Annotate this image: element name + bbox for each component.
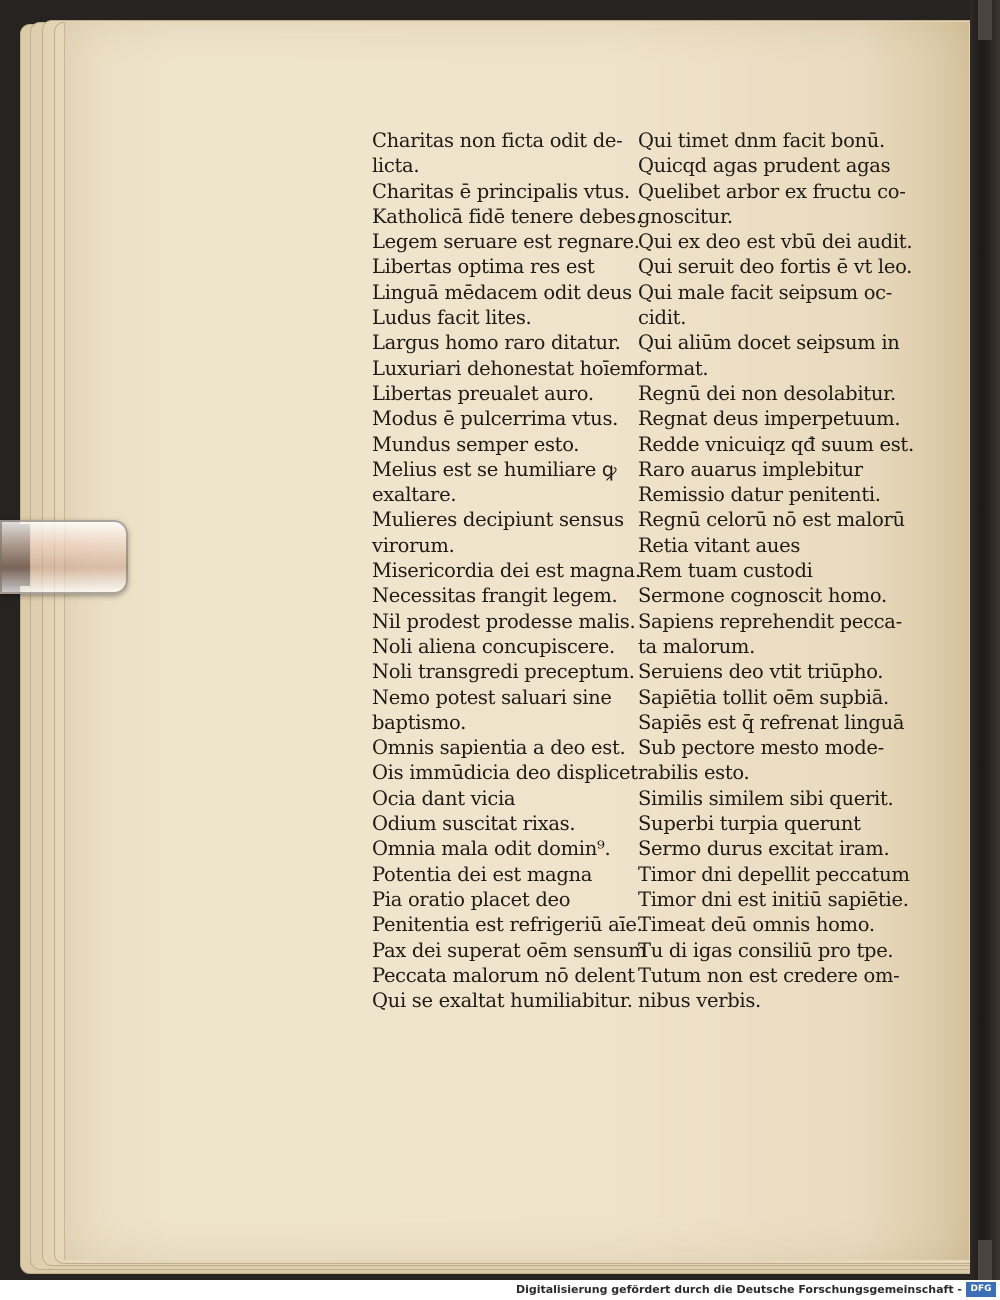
text-line: Potentia dei est magna bbox=[372, 862, 593, 886]
text-line: Odium suscitat rixas. bbox=[372, 812, 576, 836]
text-line: Raro auarus implebitur bbox=[638, 457, 863, 481]
text-line: Katholicā fidē tenere debes. bbox=[372, 204, 642, 228]
text-line: Pax dei superat oēm sensum bbox=[372, 938, 647, 962]
text-line: Qui seruit deo fortis ē vt leo. bbox=[638, 255, 913, 279]
text-line: Legem seruare est regnare. bbox=[372, 230, 640, 254]
dfg-logo-icon: DFG bbox=[966, 1282, 996, 1297]
text-line: licta. bbox=[372, 154, 420, 178]
text-line: Sapiētia tollit oēm supbiā. bbox=[638, 685, 889, 709]
text-line: Libertas preualet auro. bbox=[372, 381, 594, 405]
text-line: Mundus semper esto. bbox=[372, 432, 580, 456]
text-line: Seruiens deo vtit triūpho. bbox=[638, 660, 884, 684]
text-line: baptismo. bbox=[372, 710, 467, 734]
text-line: Charitas non ficta odit de- bbox=[372, 129, 623, 152]
text-line: Ludus facit lites. bbox=[372, 306, 532, 330]
text-line: Peccata malorum nō delent bbox=[372, 963, 635, 987]
text-line: Qui se exaltat humiliabitur. bbox=[372, 989, 633, 1013]
spine-band bbox=[978, 0, 992, 40]
text-line: Timor dni depellit peccatum bbox=[638, 862, 910, 886]
text-line: Regnū celorū nō est malorū bbox=[638, 508, 905, 532]
text-line: Timeat deū omnis homo. bbox=[638, 913, 875, 937]
text-line: Sermone cognoscit homo. bbox=[638, 584, 887, 608]
text-line: Qui ex deo est vbū dei audit. bbox=[638, 230, 913, 254]
text-line: Nemo potest saluari sine bbox=[372, 685, 612, 709]
text-line: Mulieres decipiunt sensus bbox=[372, 508, 624, 532]
text-line: ta malorum. bbox=[638, 634, 756, 658]
text-line: Sub pectore mesto mode- bbox=[638, 736, 884, 760]
text-line: cidit. bbox=[638, 306, 687, 330]
text-line: Regnat deus imperpetuum. bbox=[638, 407, 901, 431]
text-line: Timor dni est initiū sapiētie. bbox=[638, 887, 909, 911]
text-line: Quelibet arbor ex fructu co- bbox=[638, 179, 906, 203]
text-line: Pia oratio placet deo bbox=[372, 887, 571, 911]
text-line: Ocia dant vicia bbox=[372, 786, 516, 810]
text-line: Misericordia dei est magna. bbox=[372, 559, 641, 583]
text-line: Redde vnicuiqz qđ suum est. bbox=[638, 432, 914, 456]
text-line: Linguā mēdacem odit deus bbox=[372, 280, 632, 304]
text-line: Necessitas frangit legem. bbox=[372, 584, 618, 608]
text-line: Regnū dei non desolabitur. bbox=[638, 381, 896, 405]
text-line: Noli transgredi preceptum. bbox=[372, 660, 635, 684]
text-line: Ois immūdicia deo displicet bbox=[372, 761, 638, 785]
text-line: Sapiēs est q̄ refrenat linguā bbox=[638, 710, 905, 734]
text-line: Noli aliena concupiscere. bbox=[372, 634, 615, 658]
text-line: virorum. bbox=[372, 533, 455, 557]
funding-credit: Digitalisierung gefördert durch die Deutsche Forschungsgemeinschaft - bbox=[515, 1283, 962, 1296]
right-text-column bbox=[638, 128, 914, 1013]
text-line: Nil prodest prodesse malis. bbox=[372, 609, 636, 633]
spine-band bbox=[978, 1240, 992, 1280]
text-line: Penitentia est refrigeriū aīe. bbox=[372, 913, 643, 937]
text-line: Tu di igas consiliū pro tpe. bbox=[638, 938, 894, 962]
text-line: Modus ē pulcerrima vtus. bbox=[372, 407, 619, 431]
text-line: nibus verbis. bbox=[638, 989, 761, 1013]
text-line: Libertas optima res est bbox=[372, 255, 595, 279]
text-line: Sapiens reprehendit pecca- bbox=[638, 609, 902, 633]
text-line: Sermo durus excitat iram. bbox=[638, 837, 890, 861]
text-line: Charitas ē principalis vtus. bbox=[372, 179, 630, 203]
book-spine bbox=[970, 0, 1000, 1280]
text-line: Omnia mala odit domin⁹. bbox=[372, 837, 611, 861]
text-line: Qui male facit seipsum oc- bbox=[638, 280, 893, 304]
text-line: Rem tuam custodi bbox=[638, 559, 813, 583]
text-line: Quicqd agas prudent agas bbox=[638, 154, 891, 178]
text-line: exaltare. bbox=[372, 483, 457, 507]
text-line: Similis similem sibi querit. bbox=[638, 786, 894, 810]
text-line: Remissio datur penitenti. bbox=[638, 483, 881, 507]
text-line: Superbi turpia querunt bbox=[638, 812, 861, 836]
footer-bar bbox=[0, 1280, 1000, 1300]
text-line: gnoscitur. bbox=[638, 204, 733, 228]
text-line: Qui timet dnm facit bonū. bbox=[638, 129, 885, 152]
left-text-column bbox=[372, 128, 646, 1013]
text-line: Retia vitant aues bbox=[638, 533, 801, 557]
text-line: Luxuriari dehonestat hoīem bbox=[372, 356, 639, 380]
text-line: Melius est se humiliare ꝙ bbox=[372, 457, 617, 481]
text-line: rabilis esto. bbox=[638, 761, 750, 785]
glass-page-clip bbox=[0, 520, 128, 594]
text-line: Largus homo raro ditatur. bbox=[372, 331, 621, 355]
text-line: format. bbox=[638, 356, 709, 380]
text-line: Qui aliūm docet seipsum in bbox=[638, 331, 900, 355]
text-line: Tutum non est credere om- bbox=[638, 963, 900, 987]
text-line: Omnis sapientia a deo est. bbox=[372, 736, 626, 760]
